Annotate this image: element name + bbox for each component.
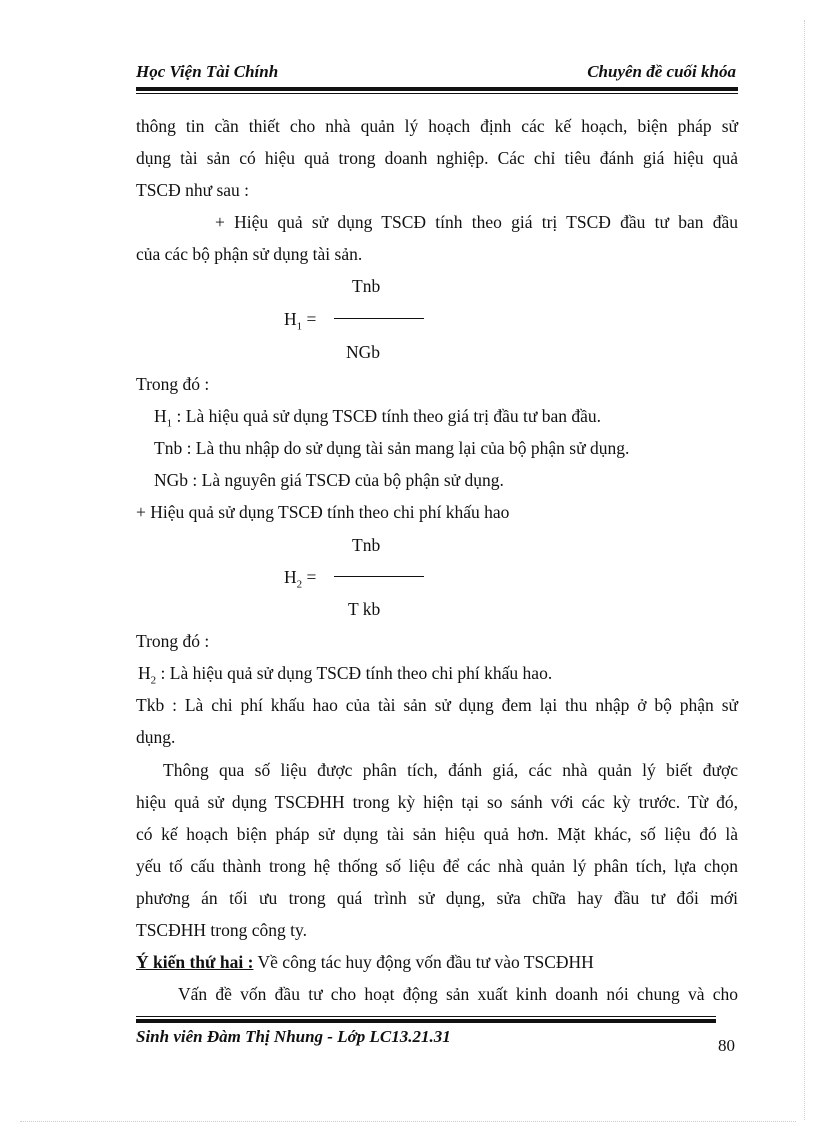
formula2-numerator: Tnb: [352, 535, 381, 555]
text-line: TSCĐ như sau :: [136, 180, 250, 200]
where-label: Trong đó :: [136, 631, 210, 651]
bullet-text: + Hiệu quả sử dụng TSCĐ tính theo chi phí khấu hao: [136, 502, 510, 522]
text-line: dụng tài sản có hiệu quả trong doanh nghiệp. Các chỉ tiêu đánh giá hiệu quả: [136, 148, 738, 168]
text-line: TSCĐHH trong công ty.: [136, 920, 307, 940]
text-line: thông tin cần thiết cho nhà quản lý hoạch định các kế hoạch, biện pháp sử: [136, 116, 738, 136]
where-item: Tnb : Là thu nhập do sử dụng tài sản mang lại của bộ phận sử dụng.: [154, 438, 630, 458]
formula1-lhs: $H_1$ =: [284, 309, 317, 333]
section-heading-label: Ý kiến thứ hai :: [136, 952, 254, 972]
header-doc-type: Chuyên đề cuối khóa: [587, 62, 736, 81]
footer-rule-thin: [136, 1016, 716, 1017]
where-label: Trong đó :: [136, 374, 210, 394]
text-line: Thông qua số liệu được phân tích, đánh giá, các nhà quản lý biết được: [163, 760, 738, 780]
section-heading: Ý kiến thứ hai : Về công tác huy động vốn đầu tư vào TSCĐHH: [136, 952, 594, 972]
where-item: $H_2$ : Là hiệu quả sử dụng TSCĐ tính theo chi phí khấu hao.: [138, 663, 553, 687]
formula2-fraction-bar: [334, 576, 424, 577]
formula2-denominator: T kb: [348, 599, 381, 619]
text-line: Vấn đề vốn đầu tư cho hoạt động sản xuất kinh doanh nói chung và cho: [178, 984, 738, 1004]
text-line: có kế hoạch biện pháp sử dụng tài sản hiệu quả hơn. Mặt khác, số liệu đó là: [136, 824, 738, 844]
header-rule-thin: [136, 93, 738, 94]
where-item: $H_1$ : Là hiệu quả sử dụng TSCĐ tính theo giá trị đầu tư ban đầu.: [154, 406, 602, 430]
formula1-fraction-bar: [334, 318, 424, 319]
page-edge-bottom: [20, 1121, 796, 1122]
footer-student: Sinh viên Đàm Thị Nhung - Lớp LC13.21.31: [136, 1027, 451, 1046]
where-item: Tkb : Là chi phí khấu hao của tài sản sử dụng đem lại thu nhập ở bộ phận sử: [136, 695, 738, 715]
where-item: NGb : Là nguyên giá TSCĐ của bộ phận sử dụng.: [154, 470, 504, 490]
text-line: yếu tố cấu thành trong hệ thống số liệu để các nhà quản lý phân tích, lựa chọn: [136, 856, 738, 876]
page-edge-right: [804, 20, 805, 1120]
formula1-denominator: NGb: [346, 342, 381, 362]
text-line: của các bộ phận sử dụng tài sản.: [136, 244, 363, 264]
formula2-lhs: $H_2$ =: [284, 567, 317, 591]
text-line: phương án tối ưu trong quá trình sử dụng, sửa chữa hay đầu tư đổi mới: [136, 888, 738, 908]
formula1-numerator: Tnb: [352, 276, 381, 296]
bullet-text: + Hiệu quả sử dụng TSCĐ tính theo giá trị TSCĐ đầu tư ban đầu: [215, 212, 738, 232]
text-line: hiệu quả sử dụng TSCĐHH trong kỳ hiện tại so sánh với các kỳ trước. Từ đó,: [136, 792, 738, 812]
header-rule-thick: [136, 87, 738, 91]
text-line: dụng.: [136, 727, 176, 747]
page-number: 80: [718, 1036, 735, 1055]
page-header: [136, 58, 736, 86]
header-institution: Học Viện Tài Chính: [136, 62, 279, 81]
footer-rule-thick: [136, 1019, 716, 1023]
